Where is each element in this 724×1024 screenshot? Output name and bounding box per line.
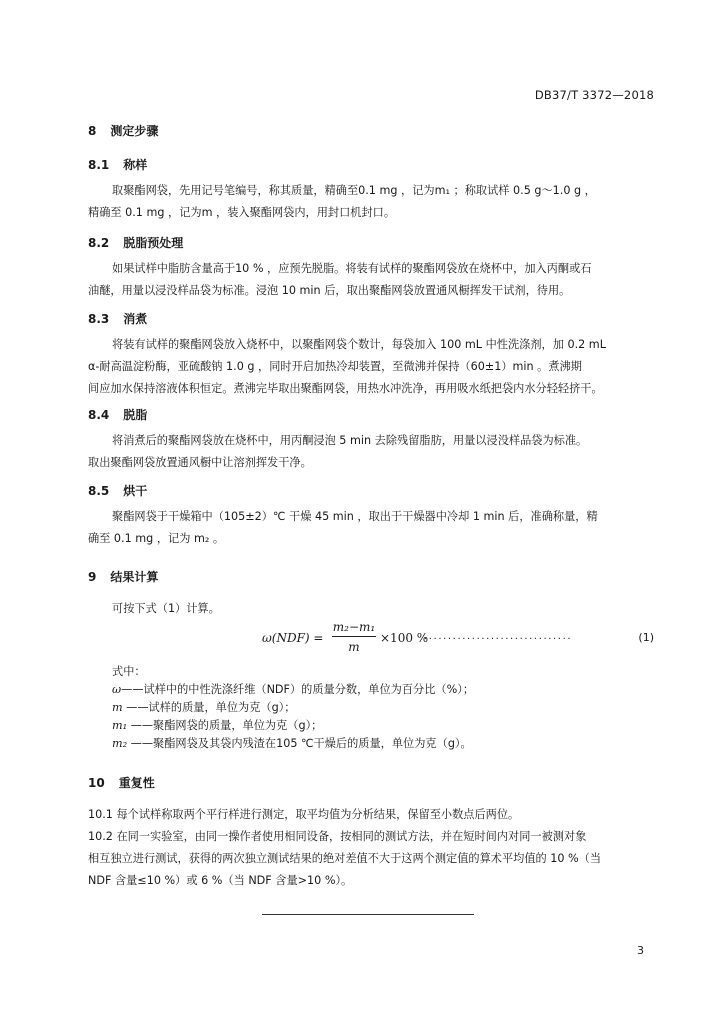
text-line: α-耐高温淀粉酶，亚硫酸钠 1.0 g ，同时开启加热冷却装置，至微沸并保持（60±1）min 。煮沸期 — [88, 360, 582, 373]
text-line: 将装有试样的聚酯网袋放入烧杯中，以聚酯网袋个数计，每袋加入 100 mL 中性洗涤剂，加 0.2 mL — [112, 338, 606, 351]
text-line: 聚酯网袋于干燥箱中（105±2）℃ 干燥 45 min ，取出于干燥器中冷却 1 min 后，准确称量，精 — [112, 510, 598, 523]
where-item — [112, 716, 322, 736]
symbol-definition: ——聚酯网袋及其袋内残渣在105 ℃干燥后的质量，单位为克（g）。 — [127, 737, 472, 750]
section-number: 8.2 — [88, 236, 110, 250]
paragraph-8-2 — [88, 258, 654, 302]
text-line: 间应加水保持溶液体积恒定。煮沸完毕取出聚酯网袋，用热水冲洗净，再用吸水纸把袋内水分轻轻挤干。 — [88, 382, 603, 395]
symbol-definition: ——聚酯网袋的质量，单位为克（g）； — [127, 719, 323, 732]
section-number: 8.4 — [88, 408, 110, 422]
paragraph-10-2 — [88, 826, 654, 892]
where-label: 式中： — [112, 665, 146, 678]
paragraph-10-1 — [88, 804, 654, 826]
section-title: 烘干 — [123, 484, 148, 498]
paragraph-8-1 — [88, 180, 654, 224]
formula-intro — [88, 598, 654, 620]
section-title: 脱脂预处理 — [123, 236, 184, 250]
where-item — [112, 680, 474, 700]
section-heading-8-2 — [88, 234, 183, 251]
symbol: m — [112, 701, 123, 714]
section-number: 8.3 — [88, 312, 110, 326]
section-number: 8 — [88, 124, 97, 138]
section-title: 重复性 — [118, 776, 155, 790]
section-title: 测定步骤 — [110, 124, 159, 138]
section-heading-8 — [88, 122, 158, 139]
paragraph-8-3 — [88, 334, 654, 400]
text-line: 10.1 每个试样称取两个平行样进行测定，取平均值为分析结果，保留至小数点后两位。 — [88, 808, 520, 821]
formula-lhs: ω(NDF) = — [262, 631, 324, 645]
formula-1 — [262, 618, 654, 662]
section-heading-8-1 — [88, 156, 147, 173]
text-line: NDF 含量≤10 %）或 6 %（当 NDF 含量>10 %）。 — [88, 874, 353, 887]
section-title: 称样 — [123, 158, 148, 172]
equation-number: (1) — [638, 631, 654, 644]
section-title: 脱脂 — [123, 408, 148, 422]
text-line: 10.2 在同一实验室，由同一操作者使用相同设备，按相同的测试方法，并在短时间内对同一被测对象 — [88, 830, 587, 843]
section-number: 10 — [88, 776, 105, 790]
section-heading-8-3 — [88, 310, 147, 327]
section-heading-8-4 — [88, 406, 147, 423]
text-line: 相互独立进行测试，获得的两次独立测试结果的绝对差值不大于这两个测定值的算术平均值的 10 %（当 — [88, 852, 602, 865]
paragraph-8-5 — [88, 506, 654, 550]
formula-factor: ×100 % — [380, 631, 429, 645]
symbol-definition: ——试样的质量，单位为克（g）； — [122, 701, 296, 714]
text-line: 如果试样中脂肪含量高于10 % ，应预先脱脂。将装有试样的聚酯网袋放在烧杯中，加入丙酮或石 — [112, 262, 592, 275]
standard-number: DB37/T 3372—2018 — [534, 88, 654, 102]
symbol: ω — [112, 683, 122, 696]
section-number: 9 — [88, 570, 97, 584]
text-line: 精确至 0.1 mg ，记为m ，装入聚酯网袋内，用封口机封口。 — [88, 206, 396, 219]
formula-fraction — [332, 618, 376, 655]
section-title: 消煮 — [123, 312, 148, 326]
section-title: 结果计算 — [110, 570, 159, 584]
section-heading-10 — [88, 774, 155, 791]
formula-denominator: m — [348, 640, 360, 654]
text-line: 可按下式（1）计算。 — [112, 602, 220, 615]
formula-leader-dots: ............................... — [424, 631, 573, 642]
symbol: m₂ — [112, 737, 128, 750]
section-heading-8-5 — [88, 482, 147, 499]
section-number: 8.5 — [88, 484, 110, 498]
page-number: 3 — [637, 944, 644, 957]
end-rule — [262, 914, 474, 915]
where-item — [112, 698, 295, 718]
text-line: 确至 0.1 mg ，记为 m₂ 。 — [88, 532, 225, 545]
text-line: 将消煮后的聚酯网袋放在烧杯中，用丙酮浸泡 5 min 去除残留脂肪，用量以浸没样品袋为标准。 — [112, 434, 588, 447]
text-line: 取出聚酯网袋放置通风橱中让溶剂挥发干净。 — [88, 456, 312, 469]
section-heading-9 — [88, 568, 158, 585]
paragraph-8-4 — [88, 430, 654, 474]
text-line: 取聚酯网袋，先用记号笔编号，称其质量，精确至0.1 mg ，记为m₁ ；称取试样 0.5 g～1.0 g ， — [112, 184, 596, 197]
text-line: 油醚，用量以浸没样品袋为标准。浸泡 10 min 后，取出聚酯网袋放置通风橱挥发干试剂，待用。 — [88, 284, 571, 297]
section-number: 8.1 — [88, 158, 110, 172]
where-item — [112, 734, 472, 754]
formula-numerator: m₂−m₁ — [332, 618, 376, 637]
symbol: m₁ — [112, 719, 128, 732]
symbol-definition: ——试样中的中性洗涤纤维（NDF）的质量分数，单位为百分比（%）； — [121, 683, 475, 696]
